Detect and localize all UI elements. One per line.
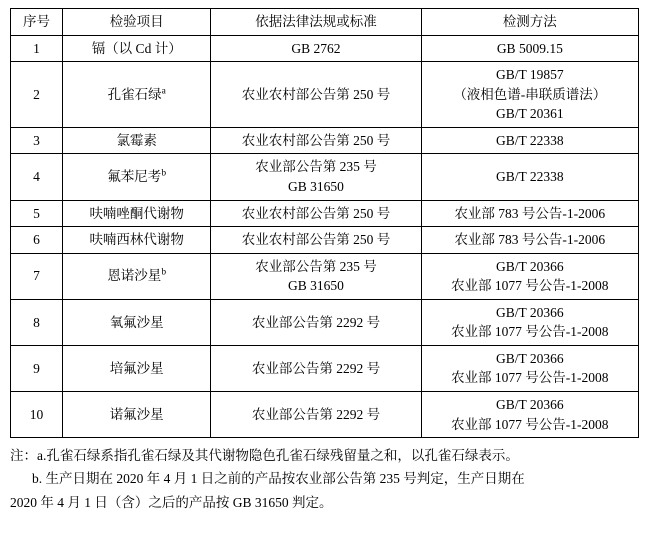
cell-number: 10	[11, 392, 63, 438]
footnote-marker: b	[161, 168, 167, 179]
table-header	[11, 9, 639, 36]
cell-basis	[211, 154, 421, 200]
header-cell-item: 检验项目	[63, 9, 211, 36]
header-cell-number: 序号	[11, 9, 63, 36]
cell-number: 2	[11, 62, 63, 128]
cell-method	[421, 62, 638, 128]
cell-basis-line: 农业部公告第 2292 号	[251, 314, 381, 330]
table-body	[11, 35, 639, 438]
cell-method-line: GB/T 19857	[496, 67, 564, 83]
cell-method-line: GB/T 20366	[496, 304, 564, 320]
cell-basis-line: 农业农村部公告第 250 号	[241, 86, 391, 102]
note-line-b-cont: 2020 年 4 月 1 日（含）之后的产品按 GB 31650 判定。	[10, 494, 333, 510]
cell-item	[63, 253, 211, 299]
cell-number: 4	[11, 154, 63, 200]
cell-item	[63, 62, 211, 128]
cell-basis	[211, 62, 421, 128]
cell-item	[63, 35, 211, 62]
cell-basis-line: 农业农村部公告第 250 号	[241, 132, 391, 148]
header-cell-method: 检测方法	[421, 9, 638, 36]
cell-number: 8	[11, 299, 63, 345]
table-row	[11, 154, 639, 200]
cell-method	[421, 200, 638, 227]
cell-method-line: GB 5009.15	[496, 40, 563, 56]
cell-basis-line: GB 31650	[288, 278, 344, 294]
table-row	[11, 35, 639, 62]
cell-method-line: 农业部 1077 号公告-1-2008	[451, 278, 609, 294]
cell-basis-line: 农业部公告第 2292 号	[251, 406, 381, 422]
cell-item-text: 诺氟沙星	[109, 406, 164, 422]
cell-number: 9	[11, 345, 63, 391]
cell-item	[63, 154, 211, 200]
cell-item-text: 呋喃西林代谢物	[89, 232, 184, 248]
header-cell-basis: 依据法律法规或标准	[211, 9, 421, 36]
cell-method-line: GB/T 22338	[496, 169, 564, 185]
cell-basis-line: 农业部公告第 235 号	[255, 159, 377, 175]
cell-basis-line: 农业部公告第 2292 号	[251, 360, 381, 376]
cell-item	[63, 227, 211, 254]
cell-item	[63, 200, 211, 227]
cell-number: 6	[11, 227, 63, 254]
footnote-marker: b	[161, 267, 167, 278]
cell-method	[421, 35, 638, 62]
cell-item-text: 孔雀石绿	[107, 86, 162, 102]
cell-basis	[211, 127, 421, 154]
cell-method-line: 农业部 783 号公告-1-2006	[454, 205, 606, 221]
table-row	[11, 200, 639, 227]
cell-method-line: GB/T 20361	[496, 106, 564, 122]
cell-method-line: 农业部 1077 号公告-1-2008	[451, 324, 609, 340]
cell-item	[63, 127, 211, 154]
cell-number: 5	[11, 200, 63, 227]
table-row	[11, 299, 639, 345]
cell-basis	[211, 227, 421, 254]
cell-item	[63, 392, 211, 438]
cell-basis-line: GB 31650	[288, 178, 344, 194]
cell-method-line: 农业部 1077 号公告-1-2008	[451, 370, 609, 386]
cell-method-line: GB/T 20366	[496, 397, 564, 412]
table-row	[11, 62, 639, 128]
cell-basis	[211, 345, 421, 391]
cell-basis-line: 农业农村部公告第 250 号	[241, 232, 391, 248]
cell-number: 1	[11, 35, 63, 62]
table-row	[11, 253, 639, 299]
cell-item	[63, 345, 211, 391]
cell-method	[421, 253, 638, 299]
cell-method	[421, 299, 638, 345]
cell-basis-line: 农业农村部公告第 250 号	[241, 205, 391, 221]
table-notes	[10, 444, 639, 514]
cell-item-text: 恩诺沙星	[107, 268, 162, 284]
table-row	[11, 127, 639, 154]
cell-method-line: GB/T 22338	[496, 132, 564, 148]
cell-item	[63, 299, 211, 345]
cell-basis	[211, 200, 421, 227]
note-line-a: 注：a.孔雀石绿系指孔雀石绿及其代谢物隐色孔雀石绿残留量之和，以孔雀石绿表示。	[10, 448, 519, 464]
cell-method-line: GB/T 20366	[496, 350, 564, 366]
cell-method	[421, 392, 638, 438]
cell-basis	[211, 35, 421, 62]
cell-basis	[211, 392, 421, 438]
cell-method-line: GB/T 20366	[496, 258, 564, 274]
cell-item-text: 氟苯尼考	[107, 169, 162, 185]
cell-method-line: （液相色谱-串联质谱法）	[453, 86, 607, 102]
cell-method	[421, 227, 638, 254]
table-row	[11, 227, 639, 254]
table-row	[11, 392, 639, 438]
cell-method	[421, 154, 638, 200]
cell-item-text: 呋喃唑酮代谢物	[89, 205, 184, 221]
cell-basis	[211, 253, 421, 299]
table-header-row	[11, 9, 639, 36]
cell-item-text: 氯霉素	[116, 132, 157, 148]
cell-method	[421, 127, 638, 154]
cell-number: 3	[11, 127, 63, 154]
cell-basis-line: GB 2762	[291, 40, 341, 56]
table-row	[11, 345, 639, 391]
cell-number: 7	[11, 253, 63, 299]
cell-item-text: 培氟沙星	[109, 360, 164, 376]
cell-method	[421, 345, 638, 391]
cell-item-text: 氧氟沙星	[109, 314, 164, 330]
cell-basis-line: 农业部公告第 235 号	[255, 258, 377, 274]
cell-method-line: 农业部 783 号公告-1-2006	[454, 232, 606, 248]
cell-item-text: 镉（以 Cd 计）	[91, 40, 182, 56]
cell-basis	[211, 299, 421, 345]
cell-method-line: 农业部 1077 号公告-1-2008	[451, 416, 609, 432]
footnote-marker: a	[161, 86, 166, 97]
note-line-b: b. 生产日期在 2020 年 4 月 1 日之前的产品按农业部公告第 235 号判定，生产日期在	[32, 471, 525, 487]
inspection-items-table	[10, 8, 639, 438]
